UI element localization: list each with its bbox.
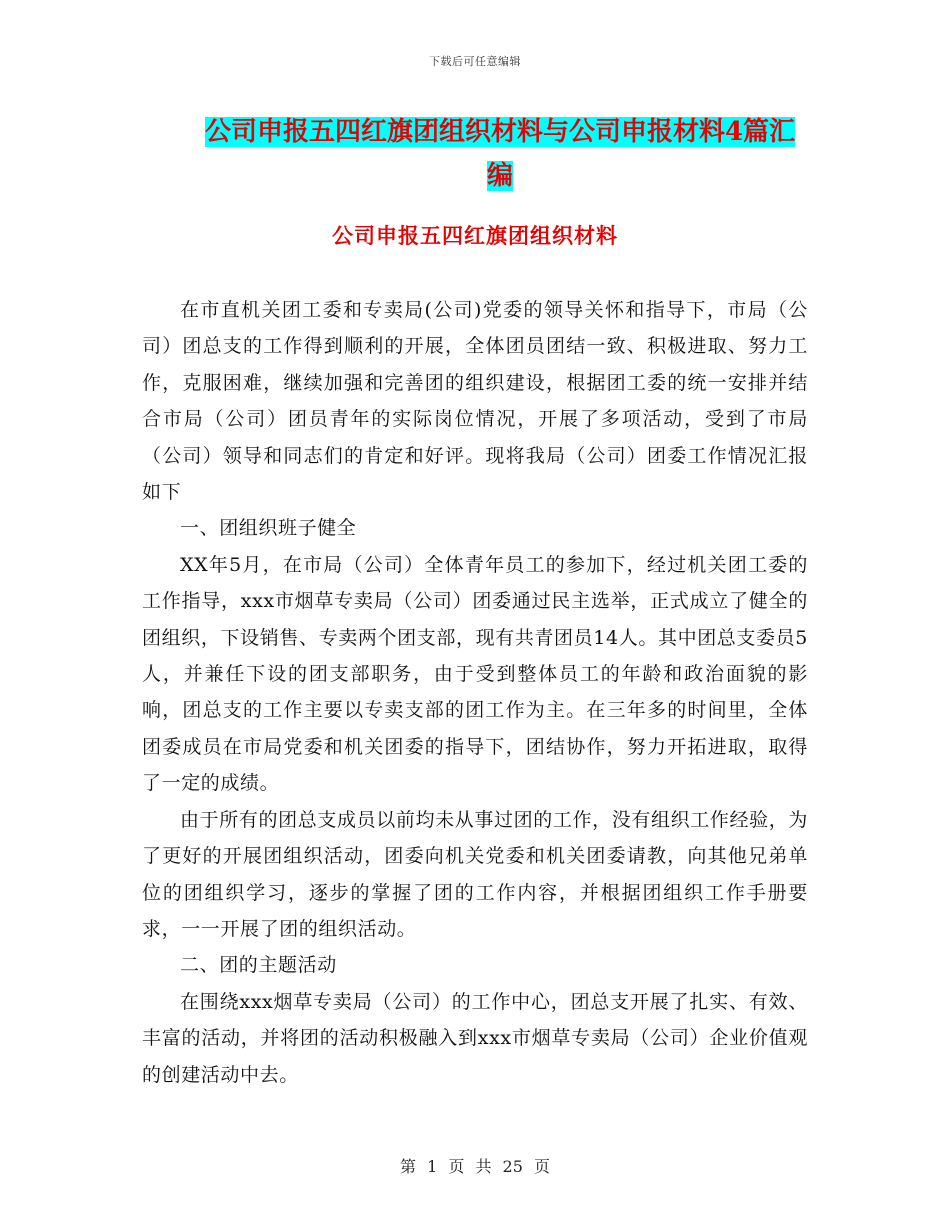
header-note: 下载后可任意编辑	[429, 55, 521, 68]
heading-theme-activities: 二、团的主题活动	[180, 954, 337, 977]
document-title	[195, 110, 805, 198]
page-number: 第 1 页 共 25 页	[400, 1157, 550, 1176]
paragraph-intro: 在市直机关团工委和专卖局(公司)党委的领导关怀和指导下，市局（公司）团总支的工作得到顺利的开展，全体团员团结一致、积极进取、努力工作，克服困难，继续加强和完善团的组织建设，根据团工委的统一安排并结合市局（公司）团员青年的实际岗位情况，开展了多项活动，受到了市局（公司）领导和同志们的肯定和好评。现将我局（公司）团委工作情况汇报如下	[142, 299, 808, 504]
document-body	[142, 292, 808, 1093]
paragraph-organization-learning: 由于所有的团总支成员以前均未从事过团的工作，没有组织工作经验，为了更好的开展团组织活动，团委向机关党委和机关团委请教，向其他兄弟单位的团组织学习，逐步的掌握了团的工作内容，并根据团组织工作手册要求，一一开展了团的组织活动。	[142, 808, 808, 940]
section-title: 公司申报五四红旗团组织材料	[332, 223, 618, 248]
heading-team-organization: 一、团组织班子健全	[180, 517, 357, 540]
paragraph-theme-activities: 在围绕xxx烟草专卖局（公司）的工作中心，团总支开展了扎实、有效、丰富的活动，并将团的活动积极融入到xxx市烟草专卖局（公司）企业价值观的创建活动中去。	[142, 990, 808, 1086]
paragraph-organization-founding: XX年5月，在市局（公司）全体青年员工的参加下，经过机关团工委的工作指导，xxx市烟草专卖局（公司）团委通过民主选举，正式成立了健全的团组织，下设销售、专卖两个团支部，现有共青团员14人。其中团总支委员5人，并兼任下设的团支部职务，由于受到整体员工的年龄和政治面貌的影响，团总支的工作主要以专卖支部的团工作为主。在三年多的时间里，全体团委成员在市局党委和机关团委的指导下，团结协作，努力开拓进取，取得了一定的成绩。	[142, 553, 808, 795]
document-title-text: 公司申报五四红旗团组织材料与公司申报材料4篇汇编	[204, 117, 796, 191]
